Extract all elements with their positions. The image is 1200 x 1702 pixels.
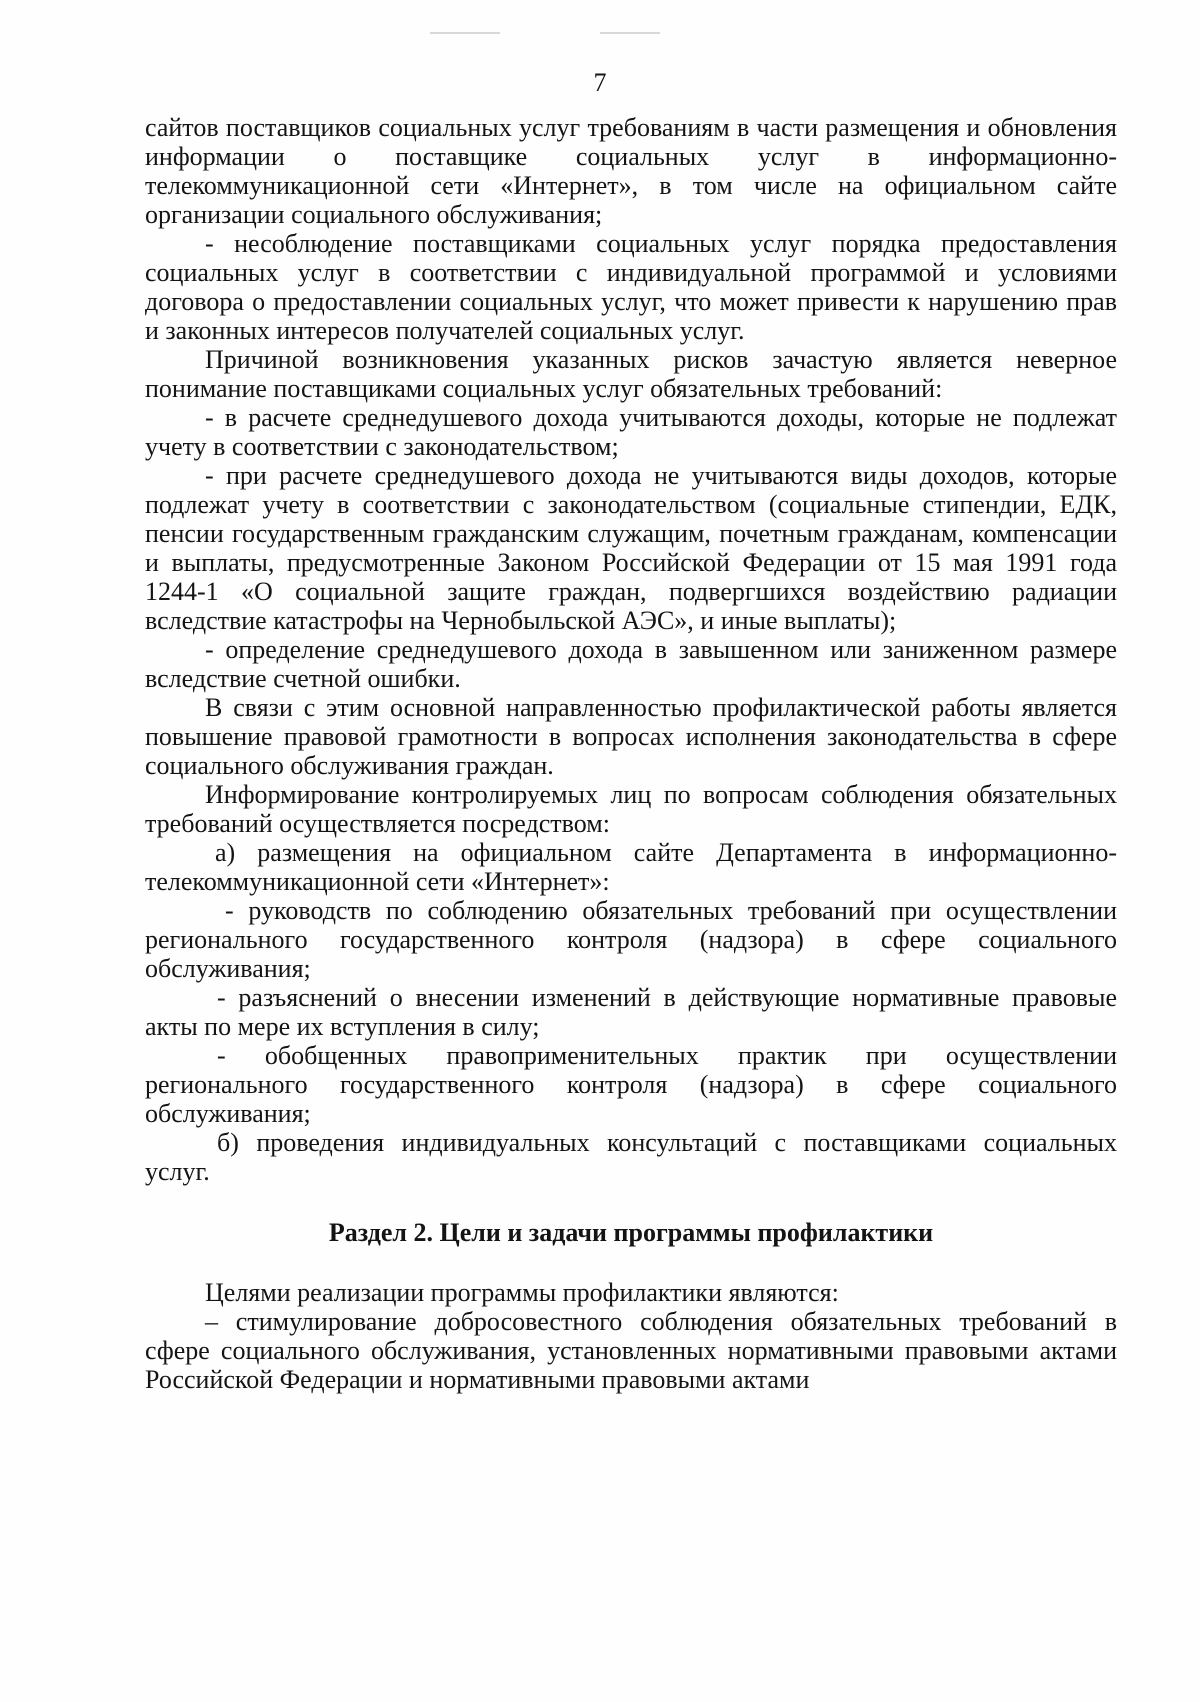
paragraph: а) размещения на официальном сайте Департамента в информационно-телекоммуникационной сети «Интернет»: — [145, 838, 1117, 896]
scan-artifact — [430, 32, 500, 34]
paragraph: В связи с этим основной направленностью профилактической работы является повышение правовой грамотности в вопросах исполнения законодательства в сфере социального обслуживания граждан. — [145, 693, 1117, 780]
paragraph: – стимулирование добросовестного соблюдения обязательных требований в сфере социального обслуживания, установленных нормативными правовыми актами Российской Федерации и нормативными правовыми актами — [145, 1307, 1117, 1394]
paragraph: Целями реализации программы профилактики являются: — [205, 1278, 839, 1307]
paragraph: б) проведения индивидуальных консультаций с поставщиками социальных услуг. — [145, 1128, 1117, 1186]
paragraph: Информирование контролируемых лиц по вопросам соблюдения обязательных требований осуществляется посредством: — [145, 780, 1117, 838]
document-body — [145, 113, 1117, 1394]
paragraph: - в расчете среднедушевого дохода учитываются доходы, которые не подлежат учету в соответствии с законодательством; — [145, 403, 1117, 461]
paragraph: Причиной возникновения указанных рисков зачастую является неверное понимание поставщиками социальных услуг обязательных требований: — [145, 345, 1117, 403]
paragraph: - руководств по соблюдению обязательных требований при осуществлении регионального государственного контроля (надзора) в сфере социального обслуживания; — [145, 896, 1117, 983]
section-heading: Раздел 2. Цели и задачи программы профилактики — [328, 1218, 934, 1247]
page-number: 7 — [593, 68, 607, 97]
paragraph: - обобщенных правоприменительных практик при осуществлении регионального государственного контроля (надзора) в сфере социального обслуживания; — [145, 1041, 1117, 1128]
paragraph: сайтов поставщиков социальных услуг требованиям в части размещения и обновления информации о поставщике социальных услуг в информационно-телекоммуникационной сети «Интернет», в том числе на официальном сайте организации социального обслуживания; — [145, 113, 1117, 229]
paragraph: - определение среднедушевого дохода в завышенном или заниженном размере вследствие счетной ошибки. — [145, 635, 1117, 693]
paragraph: - разъяснений о внесении изменений в действующие нормативные правовые акты по мере их вступления в силу; — [145, 983, 1117, 1041]
paragraph: - при расчете среднедушевого дохода не учитываются виды доходов, которые подлежат учету в соответствии с законодательством (социальные стипендии, ЕДК, пенсии государственным гражданским служащим, почетным гражданам, компенсации и выплаты, предусмотренные Законом Российской Федерации от 15 мая 1991 года 1244-1 «О социальной защите граждан, подвергшихся воздействию радиации вследствие катастрофы на Чернобыльской АЭС», и иные выплаты); — [145, 461, 1117, 635]
paragraph: - несоблюдение поставщиками социальных услуг порядка предоставления социальных услуг в соответствии с индивидуальной программой и условиями договора о предоставлении социальных услуг, что может привести к нарушению прав и законных интересов получателей социальных услуг. — [145, 229, 1117, 345]
scan-artifact — [600, 32, 660, 34]
